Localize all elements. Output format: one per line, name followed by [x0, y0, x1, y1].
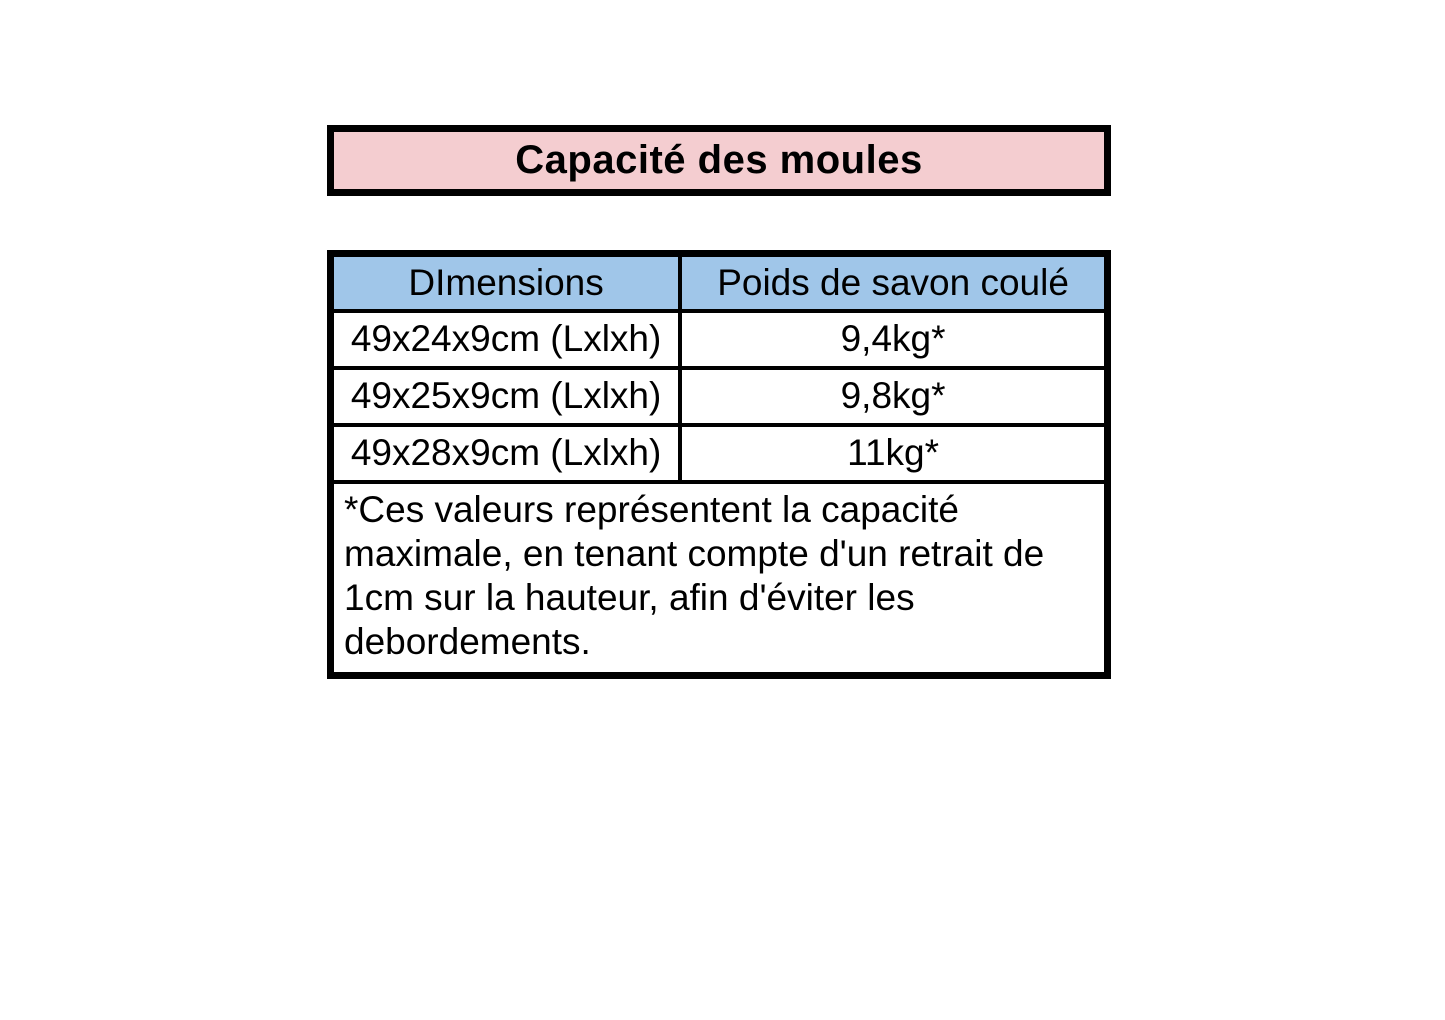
column-header-dimensions: DImensions — [331, 254, 681, 311]
column-header-weight: Poids de savon coulé — [680, 254, 1107, 311]
weight-cell: 9,8kg* — [680, 368, 1107, 425]
weight-cell: 9,4kg* — [680, 311, 1107, 368]
dimensions-cell: 49x28x9cm (Lxlxh) — [331, 425, 681, 482]
capacity-table — [327, 250, 1111, 679]
weight-cell: 11kg* — [680, 425, 1107, 482]
dimensions-cell: 49x25x9cm (Lxlxh) — [331, 368, 681, 425]
title-box — [327, 125, 1111, 196]
footnote-row — [331, 482, 1108, 676]
table-row — [331, 311, 1108, 368]
table-row — [331, 425, 1108, 482]
dimensions-cell: 49x24x9cm (Lxlxh) — [331, 311, 681, 368]
header-row — [331, 254, 1108, 311]
footnote: *Ces valeurs représentent la capacité maximale, en tenant compte d'un retrait de 1cm sur la hauteur, afin d'éviter les debordements. — [331, 482, 1108, 676]
page-title: Capacité des moules — [515, 138, 923, 182]
table-row — [331, 368, 1108, 425]
